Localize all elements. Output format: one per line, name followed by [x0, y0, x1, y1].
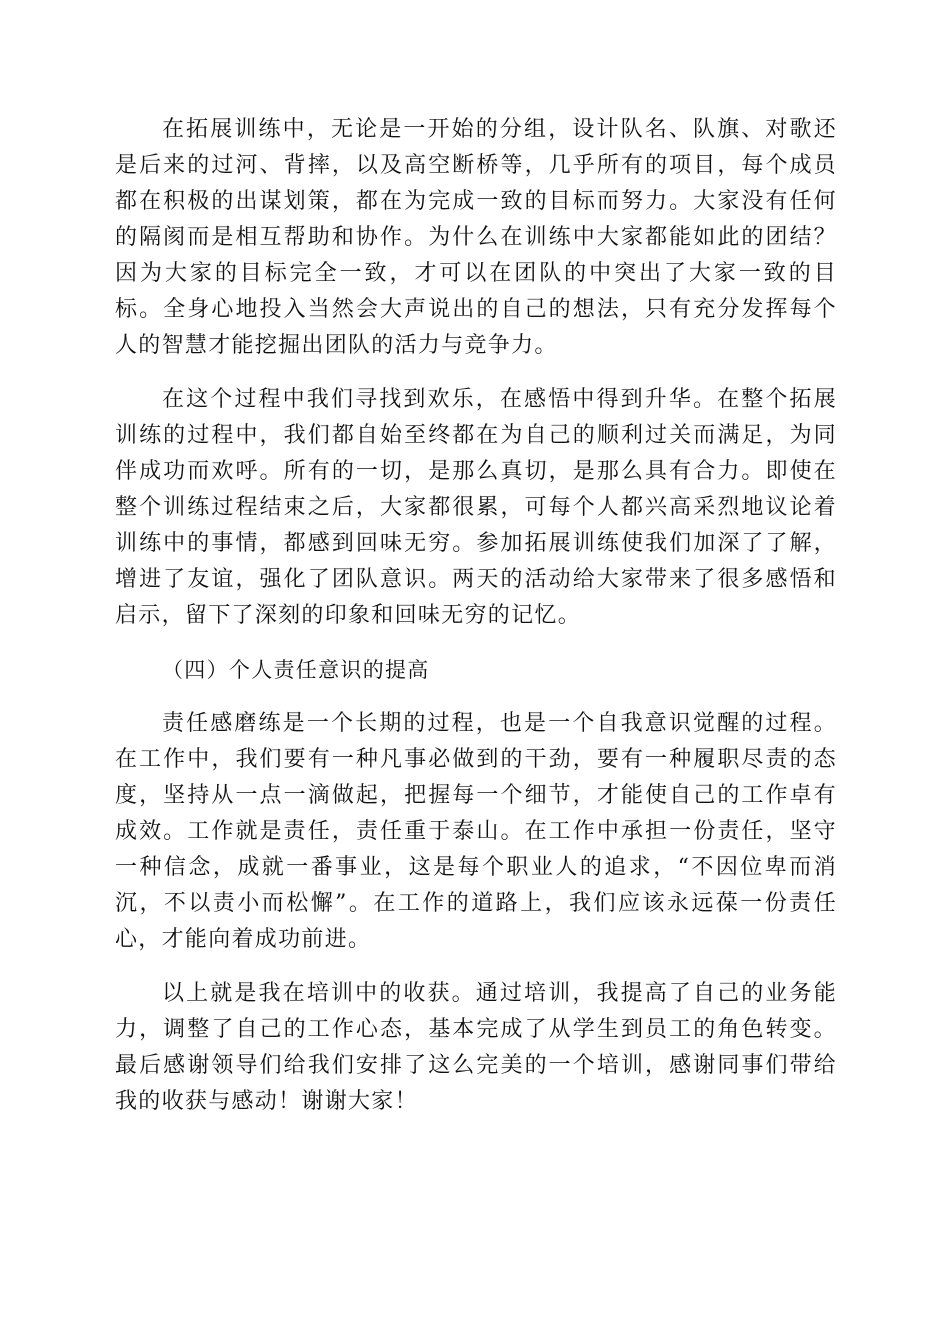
section-heading: （四）个人责任意识的提高: [162, 658, 430, 682]
paragraph-conclusion: 以上就是我在培训中的收获。通过培训，我提高了自己的业务能力，调整了自己的工作心态，基本完成了从学生到员工的角色转变。最后感谢领导们给我们安排了这么完美的一个培训，感谢同事们带给我的收获与感动！谢谢大家！: [115, 981, 837, 1114]
document-body: [115, 112, 837, 1138]
paragraph-responsibility: 责任感磨练是一个长期的过程，也是一个自我意识觉醒的过程。在工作中，我们要有一种凡事必做到的干劲，要有一种履职尽责的态度，坚持从一点一滴做起，把握每一个细节，才能使自己的工作卓有成效。工作就是责任，责任重于泰山。在工作中承担一份责任，坚守一种信念，成就一番事业，这是每个职业人的追求，“不因位卑而消沉，不以责小而松懈”。在工作的道路上，我们应该永远葆一份责任心，才能向着成功前进。: [115, 711, 837, 952]
paragraph-teamwork: 在拓展训练中，无论是一开始的分组，设计队名、队旗、对歌还是后来的过河、背摔，以及高空断桥等，几乎所有的项目，每个成员都在积极的出谋划策，都在为完成一致的目标而努力。大家没有任何的隔阂而是相互帮助和协作。为什么在训练中大家都能如此的团结？因为大家的目标完全一致，才可以在团队的中突出了大家一致的目标。全身心地投入当然会大声说出的自己的想法，只有充分发挥每个人的智慧才能挖掘出团队的活力与竞争力。: [115, 117, 837, 358]
paragraph-joy: 在这个过程中我们寻找到欢乐，在感悟中得到升华。在整个拓展训练的过程中，我们都自始至终都在为自己的顺利过关而满足，为同伴成功而欢呼。所有的一切，是那么真切，是那么具有合力。即使在整个训练过程结束之后，大家都很累，可每个人都兴高采烈地议论着训练中的事情，都感到回味无穷。参加拓展训练使我们加深了了解，增进了友谊，强化了团队意识。两天的活动给大家带来了很多感悟和启示，留下了深刻的印象和回味无穷的记忆。: [115, 387, 837, 628]
